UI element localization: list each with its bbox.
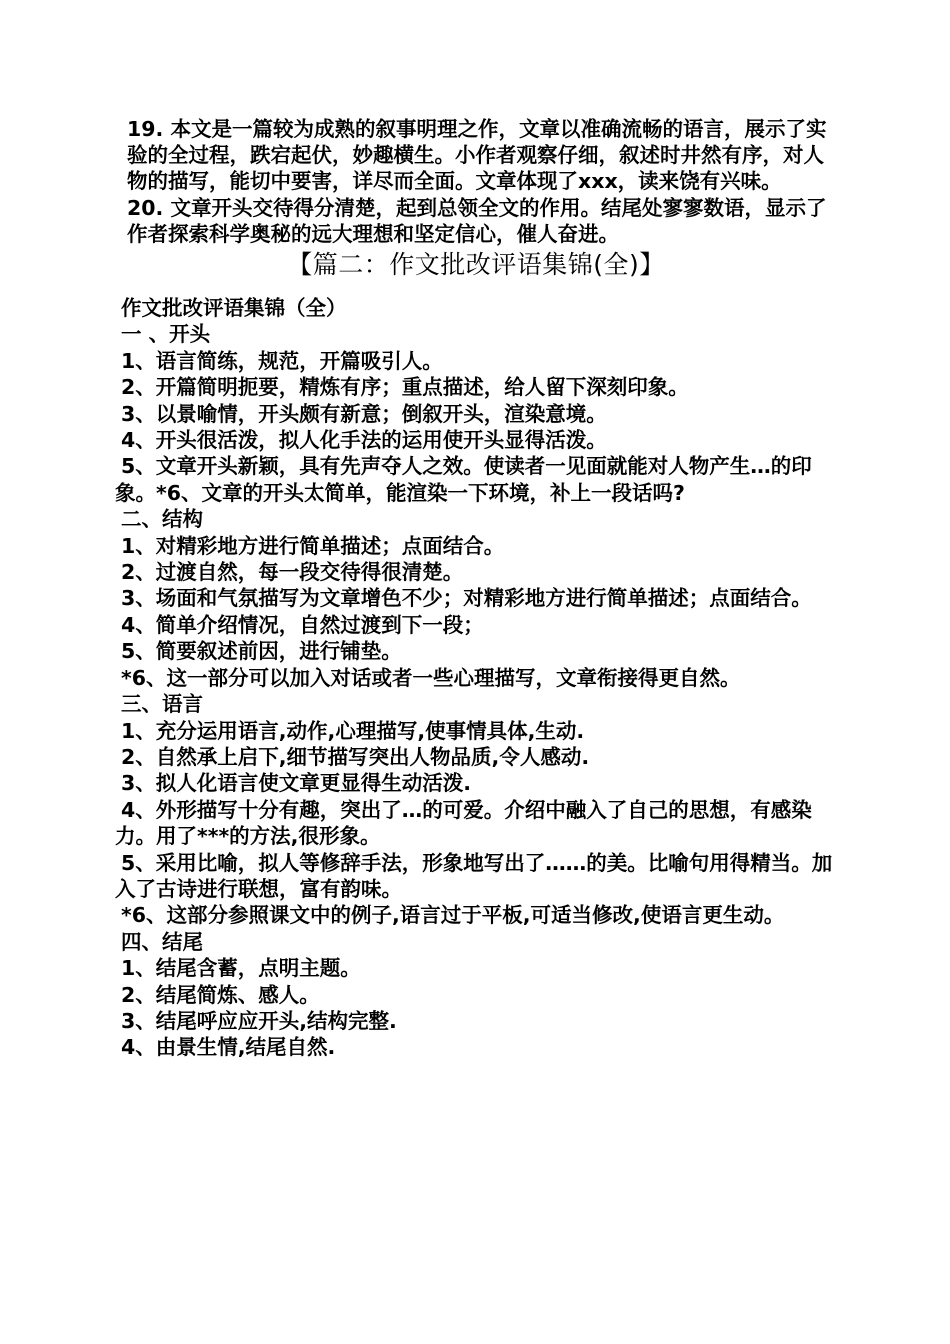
section-title: 【篇二：作文批改评语集锦(全)】	[287, 250, 665, 280]
paragraph-19: 19. 本文是一篇较为成熟的叙事明理之作，文章以准确流畅的语言，展示了实验的全过程，跌宕起伏，妙趣横生。小作者观察仔细，叙述时井然有序，对人物的描写，能切中要害，详尽而全面。文章体现了xxx，读来饶有兴味。	[127, 117, 827, 194]
heading-structure: 二、结构	[121, 507, 203, 532]
list-item: 5、文章开头新颖，具有先声夺人之效。使读者一见面就能对人物产生…的印象。*6、文章的开头太简单，能渲染一下环境，补上一段话吗?	[115, 454, 812, 505]
list-item: 4、由景生情,结尾自然.	[121, 1035, 336, 1060]
list-item: 3、场面和气氛描写为文章增色不少；对精彩地方进行简单描述；点面结合。	[121, 586, 812, 611]
list-item: 1、充分运用语言,动作,心理描写,使事情具体,生动.	[121, 718, 585, 743]
list-item: 1、结尾含蓄，点明主题。	[121, 956, 361, 981]
list-item: 5、采用比喻，拟人等修辞手法，形象地写出了……的美。比喻句用得精当。加入了古诗进行联想，富有韵味。	[115, 850, 833, 901]
list-item: 1、对精彩地方进行简单描述；点面结合。	[121, 533, 505, 558]
list-item: 2、结尾简炼、感人。	[121, 982, 320, 1007]
list-item: 2、过渡自然，每一段交待得很清楚。	[121, 560, 464, 585]
list-item: 4、简单介绍情况，自然过渡到下一段；	[121, 612, 484, 637]
heading-language: 三、语言	[121, 692, 203, 717]
list-item: *6、这部分参照课文中的例子,语言过于平板,可适当修改,使语言更生动。	[121, 903, 785, 928]
list-item: 3、结尾呼应应开头,结构完整.	[121, 1008, 397, 1033]
list-item: *6、这一部分可以加入对话或者一些心理描写，文章衔接得更自然。	[121, 665, 741, 690]
doc-heading: 作文批改评语集锦（全）	[121, 296, 347, 321]
list-item: 3、以景喻情，开头颇有新意；倒叙开头，渲染意境。	[121, 401, 607, 426]
document-page	[115, 116, 837, 1061]
heading-ending: 四、结尾	[121, 929, 203, 954]
list-item: 2、自然承上启下,细节描写突出人物品质,令人感动.	[121, 744, 590, 769]
list-item: 4、开头很活泼，拟人化手法的运用使开头显得活泼。	[121, 428, 607, 453]
list-item: 5、简要叙述前因，进行铺垫。	[121, 639, 402, 664]
list-item: 4、外形描写十分有趣，突出了…的可爱。介绍中融入了自己的思想，有感染力。用了***的方法,很形象。	[115, 797, 812, 849]
heading-opening: 一 、开头	[121, 322, 211, 347]
list-item: 1、语言简练，规范，开篇吸引人。	[121, 348, 443, 373]
paragraph-20: 20. 文章开头交待得分清楚，起到总领全文的作用。结尾处寥寥数语，显示了作者探索科学奥秘的远大理想和坚定信心，催人奋进。	[127, 195, 827, 246]
list-item: 2、开篇简明扼要，精炼有序；重点描述，给人留下深刻印象。	[121, 375, 689, 400]
list-item: 3、拟人化语言使文章更显得生动活泼.	[121, 771, 472, 796]
